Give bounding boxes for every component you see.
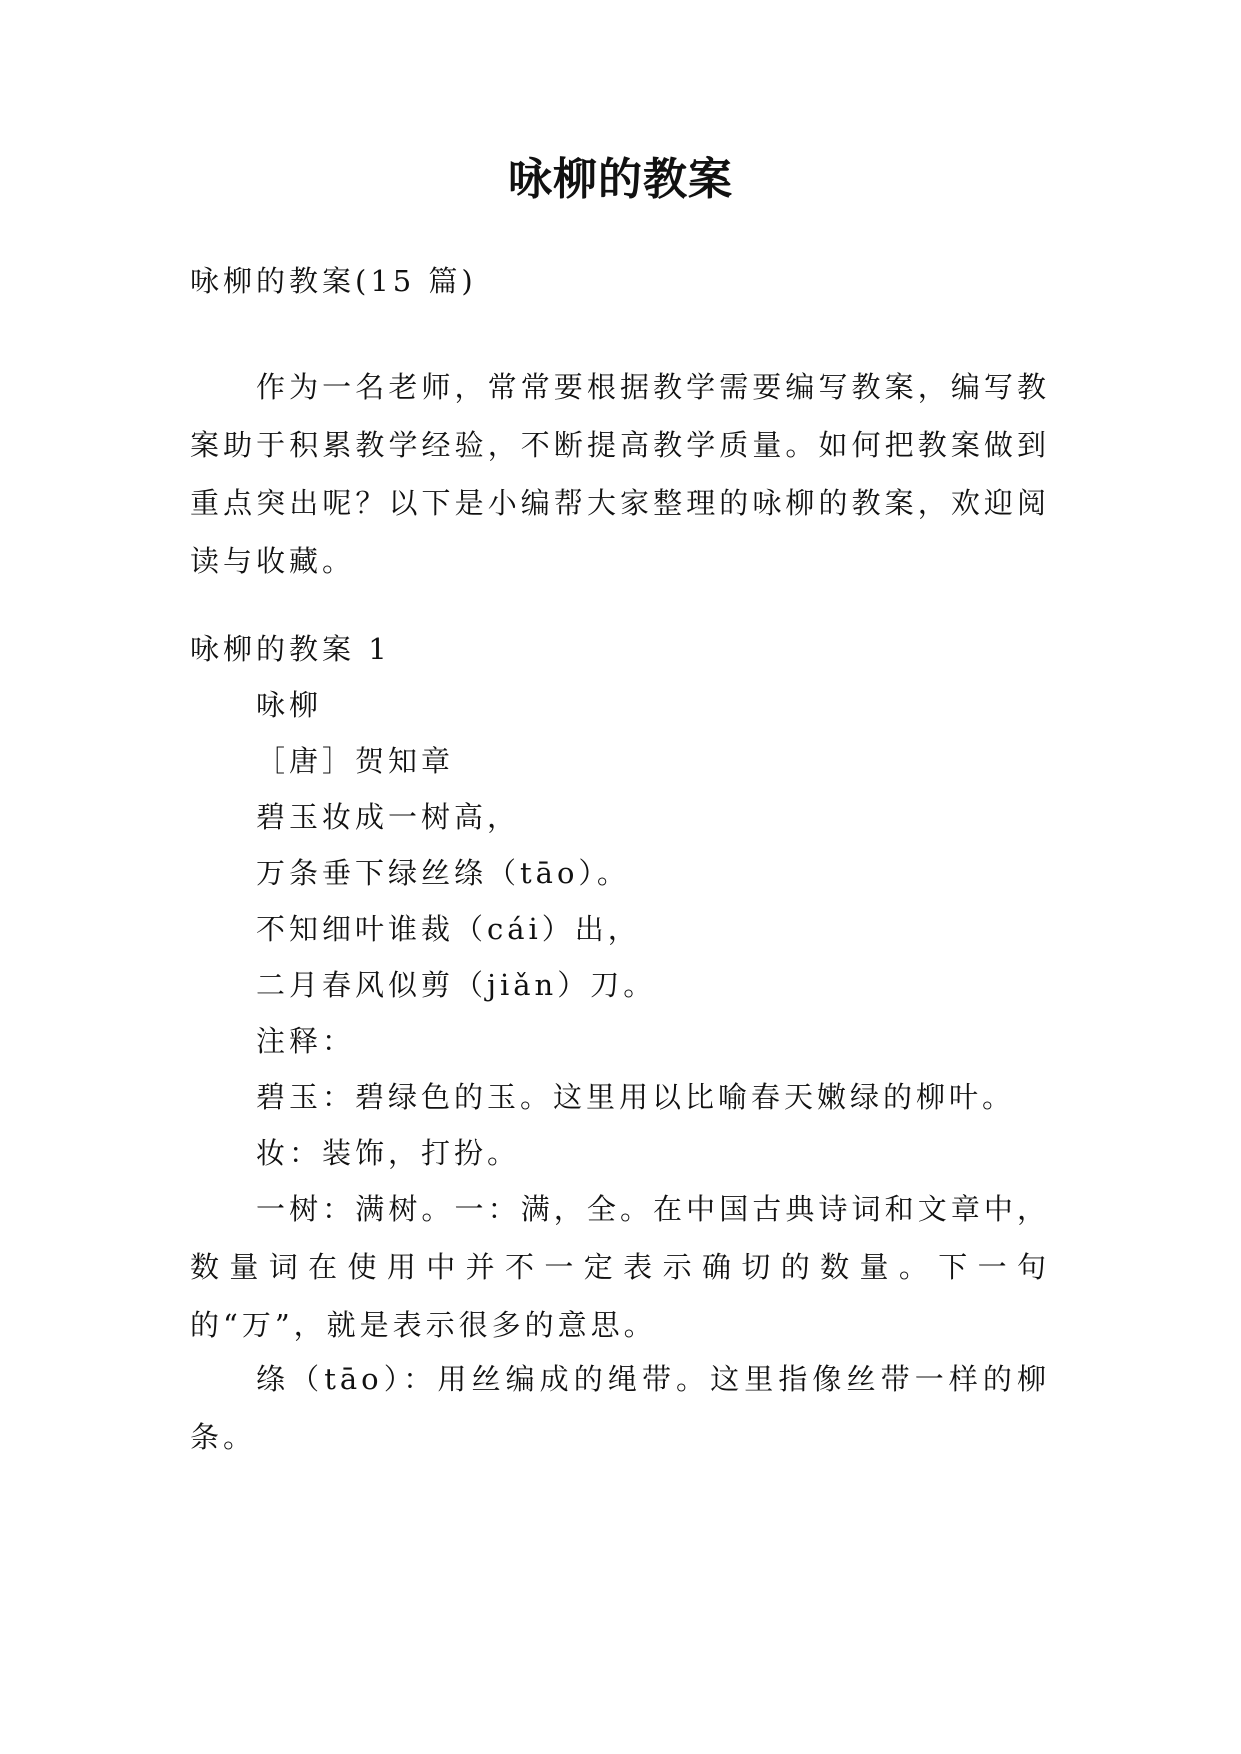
poem-line-1: 碧玉妆成一树高， xyxy=(256,800,521,834)
intro-paragraph: 作为一名老师，常常要根据教学需要编写教案，编写教案助于积累教学经验，不断提高教学质量。如何把教案做到重点突出呢？以下是小编帮大家整理的咏柳的教案，欢迎阅读与收藏。 xyxy=(190,370,1050,578)
poem-line-2: 万条垂下绿丝绦（tāo）。 xyxy=(256,856,630,890)
note-4: 绦（tāo）：用丝编成的绳带。这里指像丝带一样的柳条。 xyxy=(190,1362,1050,1454)
document-title: 咏柳的教案 xyxy=(508,154,733,205)
note-3: 一树：满树。一：满，全。在中国古典诗词和文章中，数量词在使用中并不一定表示确切的数量。下一句的“万”，就是表示很多的意思。 xyxy=(190,1192,1050,1342)
note-1: 碧玉：碧绿色的玉。这里用以比喻春天嫩绿的柳叶。 xyxy=(256,1080,1016,1114)
note-2: 妆：装饰，打扮。 xyxy=(256,1136,521,1170)
notes-label: 注释： xyxy=(256,1024,356,1058)
document-subtitle: 咏柳的教案(15 篇) xyxy=(190,264,477,298)
poem-title: 咏柳 xyxy=(256,688,323,722)
poem-author: ［唐］贺知章 xyxy=(256,744,455,778)
section-heading: 咏柳的教案 1 xyxy=(190,632,391,666)
poem-line-3: 不知细叶谁裁（cái）出， xyxy=(256,912,641,946)
poem-line-4: 二月春风似剪（jiǎn）刀。 xyxy=(256,968,657,1002)
